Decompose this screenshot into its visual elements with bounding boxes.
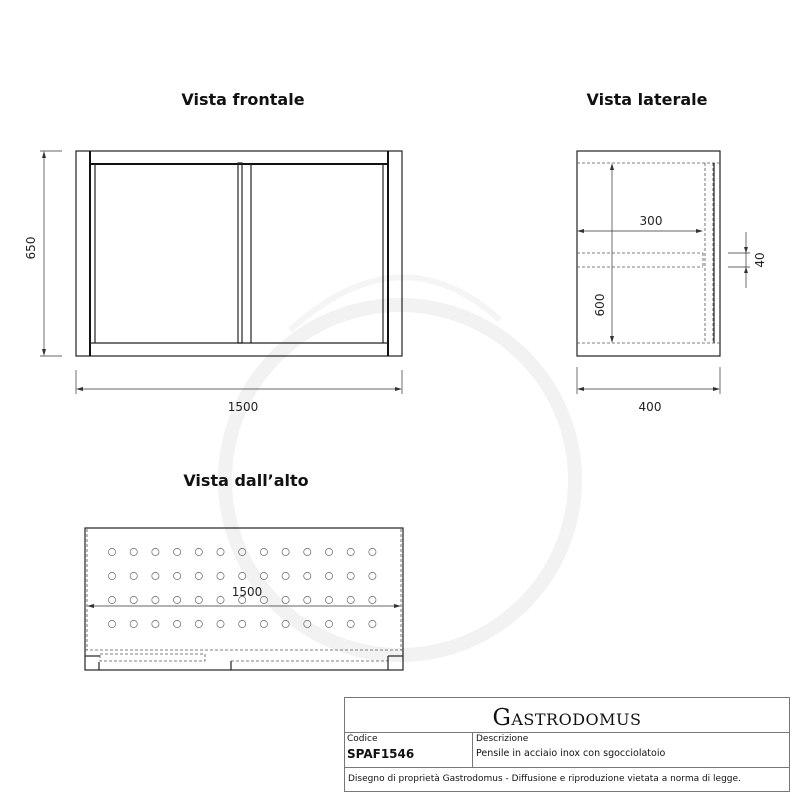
product-description: Pensile in acciaio inox con sgocciolatoio xyxy=(476,748,666,759)
drain-hole xyxy=(152,572,159,579)
shelf-depth-label: 300 xyxy=(639,214,663,228)
drain-hole xyxy=(152,596,159,603)
drain-hole xyxy=(130,620,137,627)
inner-height-label: 600 xyxy=(593,293,607,317)
drain-hole xyxy=(304,548,311,555)
width-label: 1500 xyxy=(227,400,259,414)
drain-hole xyxy=(130,548,137,555)
watermark-logo xyxy=(225,277,575,655)
drain-hole xyxy=(130,572,137,579)
title-block xyxy=(344,697,790,792)
top-view-title: Vista dall’alto xyxy=(183,471,309,490)
drain-hole xyxy=(108,620,115,627)
drain-hole xyxy=(369,548,376,555)
drain-hole xyxy=(195,572,202,579)
drain-hole xyxy=(347,596,354,603)
drain-hole xyxy=(282,596,289,603)
shelf-thickness-label: 40 xyxy=(753,252,767,268)
drain-hole xyxy=(195,620,202,627)
drain-hole xyxy=(260,620,267,627)
drain-hole xyxy=(325,548,332,555)
drain-hole xyxy=(108,572,115,579)
drain-hole xyxy=(108,596,115,603)
drain-hole xyxy=(174,620,181,627)
drain-hole xyxy=(239,620,246,627)
drain-hole xyxy=(325,572,332,579)
drain-hole xyxy=(304,596,311,603)
footer-owner: Disegno di proprietà Gastrodomus - xyxy=(348,774,509,784)
drain-hole xyxy=(369,572,376,579)
drain-hole xyxy=(217,620,224,627)
depth-label: 400 xyxy=(638,400,662,414)
drain-hole xyxy=(217,596,224,603)
brand-logo xyxy=(345,698,789,733)
drain-hole xyxy=(174,548,181,555)
top-width-label: 1500 xyxy=(231,585,263,599)
drain-hole xyxy=(325,620,332,627)
drain-hole xyxy=(239,572,246,579)
drain-hole xyxy=(174,572,181,579)
drain-hole xyxy=(152,548,159,555)
drain-hole xyxy=(217,572,224,579)
drain-hole xyxy=(217,548,224,555)
drain-hole xyxy=(195,596,202,603)
drain-hole xyxy=(130,596,137,603)
front-height-dimension xyxy=(24,151,62,356)
drain-hole xyxy=(347,572,354,579)
drain-hole xyxy=(347,548,354,555)
height-label: 650 xyxy=(24,236,38,260)
side-shelf-thickness-dimension xyxy=(728,232,767,288)
front-width-dimension xyxy=(76,370,402,414)
drain-hole xyxy=(369,620,376,627)
drain-hole xyxy=(282,572,289,579)
drain-hole xyxy=(108,548,115,555)
side-view xyxy=(577,151,720,356)
front-view xyxy=(76,151,402,356)
code-label: Codice xyxy=(347,734,378,744)
drain-hole xyxy=(260,548,267,555)
front-view-title: Vista frontale xyxy=(181,90,305,109)
drain-hole xyxy=(325,596,332,603)
drain-hole xyxy=(282,548,289,555)
side-shelf-depth-dimension xyxy=(577,214,703,233)
drain-hole xyxy=(195,548,202,555)
drain-hole xyxy=(369,596,376,603)
footer-notice: Diffusione e riproduzione vietata a norma di legge. xyxy=(511,774,741,784)
description-label: Descrizione xyxy=(476,734,529,744)
product-code: SPAF1546 xyxy=(347,747,415,761)
drain-hole xyxy=(304,572,311,579)
side-depth-dimension xyxy=(577,367,720,414)
drain-hole xyxy=(174,596,181,603)
brand-name: Gastrodomus xyxy=(492,705,642,731)
side-view-title: Vista laterale xyxy=(586,90,708,109)
drain-hole xyxy=(152,620,159,627)
drain-hole xyxy=(347,620,354,627)
